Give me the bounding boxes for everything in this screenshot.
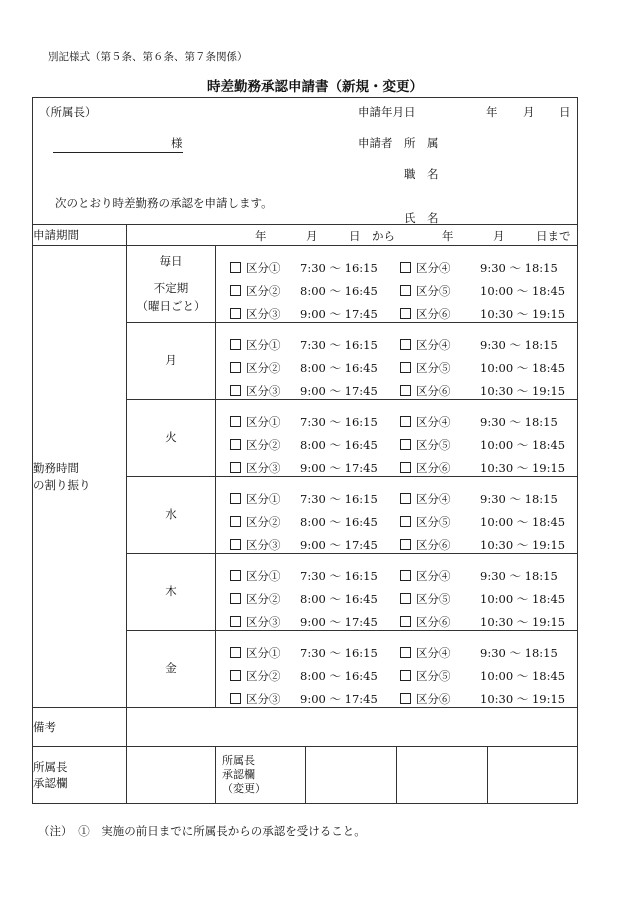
applicant-info-section [33,98,578,225]
shift-time: 9:30 ～ 18:15 [480,338,558,352]
shift-time: 9:00 ～ 17:45 [300,384,378,398]
shift-name: 区分④ [416,492,451,506]
shift-name: 区分② [246,592,281,606]
shift-checkbox-2[interactable] [230,437,281,453]
shift-time: 8:00 ～ 16:45 [300,515,378,529]
shift-options [216,400,578,477]
shift-time: 10:00 ～ 18:45 [480,515,566,529]
shift-checkbox-5[interactable] [400,591,451,607]
shift-name: 区分⑤ [416,592,451,606]
shift-time: 8:00 ～ 16:45 [300,361,378,375]
shift-time: 10:00 ～ 18:45 [480,284,566,298]
shift-name: 区分⑤ [416,284,451,298]
checkbox-icon[interactable] [400,516,411,527]
shift-checkbox-3[interactable] [230,537,281,553]
shift-checkbox-2[interactable] [230,668,281,684]
allocation-label-line2: の割り振り [33,477,91,492]
shift-checkbox-2[interactable] [230,514,281,530]
shift-time: 10:30 ～ 19:15 [480,307,566,321]
shift-checkbox-1[interactable] [230,645,281,661]
shift-time: 9:30 ～ 18:15 [480,415,558,429]
day-label-daily [127,246,216,323]
checkbox-icon[interactable] [230,570,241,581]
shift-options [216,477,578,554]
day-label-fri: 金 [127,631,216,708]
shift-time: 10:00 ～ 18:45 [480,669,566,683]
date-month: 月 [523,105,535,119]
daily-label: 毎日 [159,254,183,269]
shift-checkbox-5[interactable] [400,283,451,299]
shift-checkbox-4[interactable] [400,260,451,276]
shift-time: 9:30 ～ 18:15 [480,261,558,275]
shift-checkbox-5[interactable] [400,668,451,684]
shift-name: 区分④ [416,646,451,660]
shift-options [216,631,578,708]
checkbox-icon[interactable] [230,362,241,373]
checkbox-icon[interactable] [400,570,411,581]
shift-name: 区分⑤ [416,361,451,375]
checkbox-icon[interactable] [400,339,411,350]
shift-time: 7:30 ～ 16:15 [300,492,378,506]
checkbox-icon[interactable] [400,693,411,704]
shift-time: 8:00 ～ 16:45 [300,284,378,298]
shift-checkbox-6[interactable] [400,537,451,553]
shift-name: 区分⑤ [416,669,451,683]
shift-name: 区分⑥ [416,538,451,552]
approval-label-line2: 承認欄 [33,776,68,790]
irregular-label: 不定期 [153,281,189,296]
affiliation-label: 所 属 [404,136,439,150]
shift-name: 区分③ [246,307,281,321]
shift-time: 9:00 ～ 17:45 [300,307,378,321]
shift-time: 10:30 ～ 19:15 [480,538,566,552]
shift-name: 区分③ [246,538,281,552]
checkbox-icon[interactable] [400,462,411,473]
shift-checkbox-4[interactable] [400,645,451,661]
application-form-table [32,97,578,804]
request-text: 次のとおり時差勤務の承認を申請します。 [55,196,273,210]
allocation-label [33,246,127,708]
shift-time: 8:00 ～ 16:45 [300,592,378,606]
approval-label [33,747,127,804]
shift-name: 区分⑥ [416,461,451,475]
shift-checkbox-6[interactable] [400,691,451,707]
shift-checkbox-5[interactable] [400,360,451,376]
shift-name: 区分① [246,261,281,275]
shift-name: 区分③ [246,461,281,475]
checkbox-icon[interactable] [400,439,411,450]
shift-checkbox-2[interactable] [230,591,281,607]
checkbox-icon[interactable] [400,262,411,273]
per-weekday-label: （曜日ごと） [136,298,206,313]
day-label-wed: 水 [127,477,216,554]
period-month-start: 月 [306,229,318,243]
shift-checkbox-5[interactable] [400,514,451,530]
form-reference-note: 別記様式（第５条、第６条、第７条関係） [48,51,248,63]
shift-checkbox-4[interactable] [400,568,451,584]
checkbox-icon[interactable] [230,539,241,550]
shift-time: 9:00 ～ 17:45 [300,692,378,706]
shift-time: 9:00 ～ 17:45 [300,461,378,475]
shift-time: 10:30 ～ 19:15 [480,692,566,706]
checkbox-icon[interactable] [230,593,241,604]
approval-change-label [216,747,306,804]
position-label: 職 名 [404,167,439,181]
shift-checkbox-3[interactable] [230,306,281,322]
period-year-end: 年 [442,229,454,243]
shift-time: 9:30 ～ 18:15 [480,646,558,660]
approval-change-line2: 承認欄 [222,767,255,781]
shift-options [216,323,578,400]
period-from: 日 から [349,229,395,243]
shift-checkbox-1[interactable] [230,491,281,507]
shift-checkbox-1[interactable] [230,337,281,353]
checkbox-icon[interactable] [400,416,411,427]
shift-time: 7:30 ～ 16:15 [300,338,378,352]
remarks-label: 備考 [33,708,127,747]
checkbox-icon[interactable] [230,647,241,658]
shift-checkbox-3[interactable] [230,383,281,399]
supervisor-label: （所属長） [39,105,97,119]
checkbox-icon[interactable] [230,493,241,504]
period-year-start: 年 [255,229,267,243]
shift-name: 区分⑥ [416,307,451,321]
checkbox-icon[interactable] [230,262,241,273]
shift-name: 区分④ [416,415,451,429]
approval-change-stamp-1[interactable] [306,747,397,804]
shift-checkbox-4[interactable] [400,491,451,507]
shift-time: 9:30 ～ 18:15 [480,492,558,506]
day-label-tue: 火 [127,400,216,477]
approval-label-line1: 所属長 [33,759,68,774]
shift-checkbox-1[interactable] [230,414,281,430]
shift-checkbox-6[interactable] [400,460,451,476]
shift-time: 7:30 ～ 16:15 [300,261,378,275]
shift-checkbox-3[interactable] [230,614,281,630]
checkbox-icon[interactable] [400,670,411,681]
shift-checkbox-4[interactable] [400,337,451,353]
checkbox-icon[interactable] [230,516,241,527]
shift-time: 10:00 ～ 18:45 [480,592,566,606]
checkbox-icon[interactable] [230,439,241,450]
checkbox-icon[interactable] [230,693,241,704]
period-month-end: 月 [493,229,505,243]
shift-checkbox-6[interactable] [400,306,451,322]
checkbox-icon[interactable] [230,616,241,627]
shift-name: 区分② [246,669,281,683]
checkbox-icon[interactable] [400,362,411,373]
shift-time: 8:00 ～ 16:45 [300,669,378,683]
shift-time: 7:30 ～ 16:15 [300,415,378,429]
shift-checkbox-2[interactable] [230,360,281,376]
checkbox-icon[interactable] [400,285,411,296]
name-label: 氏 名 [404,211,439,225]
supervisor-name-line[interactable] [53,138,183,153]
shift-checkbox-4[interactable] [400,414,451,430]
shift-time: 9:00 ～ 17:45 [300,538,378,552]
form-title: 時差勤務承認申請書（新規・変更） [207,79,423,95]
shift-time: 7:30 ～ 16:15 [300,569,378,583]
checkbox-icon[interactable] [230,462,241,473]
allocation-label-line1: 勤務時間 [33,461,79,476]
shift-time: 10:00 ～ 18:45 [480,438,566,452]
remarks-field[interactable] [127,708,578,747]
shift-checkbox-2[interactable] [230,283,281,299]
shift-time: 10:30 ～ 19:15 [480,461,566,475]
shift-checkbox-5[interactable] [400,437,451,453]
shift-name: 区分③ [246,384,281,398]
shift-name: 区分⑥ [416,692,451,706]
checkbox-icon[interactable] [230,339,241,350]
shift-name: 区分① [246,646,281,660]
shift-name: 区分② [246,438,281,452]
approval-stamp-field[interactable] [127,747,216,804]
shift-name: 区分③ [246,615,281,629]
footnote: （注） ① 実施の前日までに所属長からの承認を受けること。 [38,824,366,838]
shift-checkbox-3[interactable] [230,691,281,707]
applicant-label: 申請者 [358,136,393,150]
shift-name: 区分① [246,569,281,583]
period-until: 日まで [536,229,571,243]
shift-name: 区分④ [416,261,451,275]
checkbox-icon[interactable] [400,616,411,627]
shift-name: 区分① [246,415,281,429]
period-field[interactable] [127,225,578,246]
shift-name: 区分① [246,492,281,506]
shift-checkbox-6[interactable] [400,614,451,630]
checkbox-icon[interactable] [230,416,241,427]
shift-time: 9:00 ～ 17:45 [300,615,378,629]
shift-name: 区分④ [416,569,451,583]
date-day: 日 [559,105,571,119]
checkbox-icon[interactable] [400,493,411,504]
approval-change-stamp-2[interactable] [397,747,488,804]
checkbox-icon[interactable] [400,385,411,396]
shift-name: 区分⑥ [416,615,451,629]
shift-options [216,246,578,323]
shift-name: 区分⑤ [416,438,451,452]
shift-time: 8:00 ～ 16:45 [300,438,378,452]
checkbox-icon[interactable] [400,308,411,319]
shift-time: 10:30 ～ 19:15 [480,615,566,629]
shift-time: 9:30 ～ 18:15 [480,569,558,583]
shift-checkbox-1[interactable] [230,260,281,276]
shift-name: 区分② [246,515,281,529]
checkbox-icon[interactable] [230,308,241,319]
period-label: 申請期間 [33,225,127,246]
day-label-thu: 木 [127,554,216,631]
honorific: 様 [171,136,183,150]
date-label: 申請年月日 [358,105,416,119]
shift-checkbox-1[interactable] [230,568,281,584]
approval-change-line3: （変更） [222,782,266,796]
shift-name: 区分② [246,361,281,375]
date-year: 年 [486,105,498,119]
checkbox-icon[interactable] [230,670,241,681]
shift-name: 区分⑥ [416,384,451,398]
shift-name: 区分② [246,284,281,298]
checkbox-icon[interactable] [400,647,411,658]
checkbox-icon[interactable] [230,285,241,296]
approval-change-line1: 所属長 [222,753,255,767]
shift-checkbox-3[interactable] [230,460,281,476]
approval-change-stamp-3[interactable] [488,747,578,804]
shift-time: 10:30 ～ 19:15 [480,384,566,398]
shift-time: 10:00 ～ 18:45 [480,361,566,375]
shift-options [216,554,578,631]
shift-name: 区分① [246,338,281,352]
checkbox-icon[interactable] [230,385,241,396]
checkbox-icon[interactable] [400,539,411,550]
shift-checkbox-6[interactable] [400,383,451,399]
checkbox-icon[interactable] [400,593,411,604]
day-label-mon: 月 [127,323,216,400]
shift-time: 7:30 ～ 16:15 [300,646,378,660]
shift-name: 区分④ [416,338,451,352]
shift-name: 区分⑤ [416,515,451,529]
shift-name: 区分③ [246,692,281,706]
